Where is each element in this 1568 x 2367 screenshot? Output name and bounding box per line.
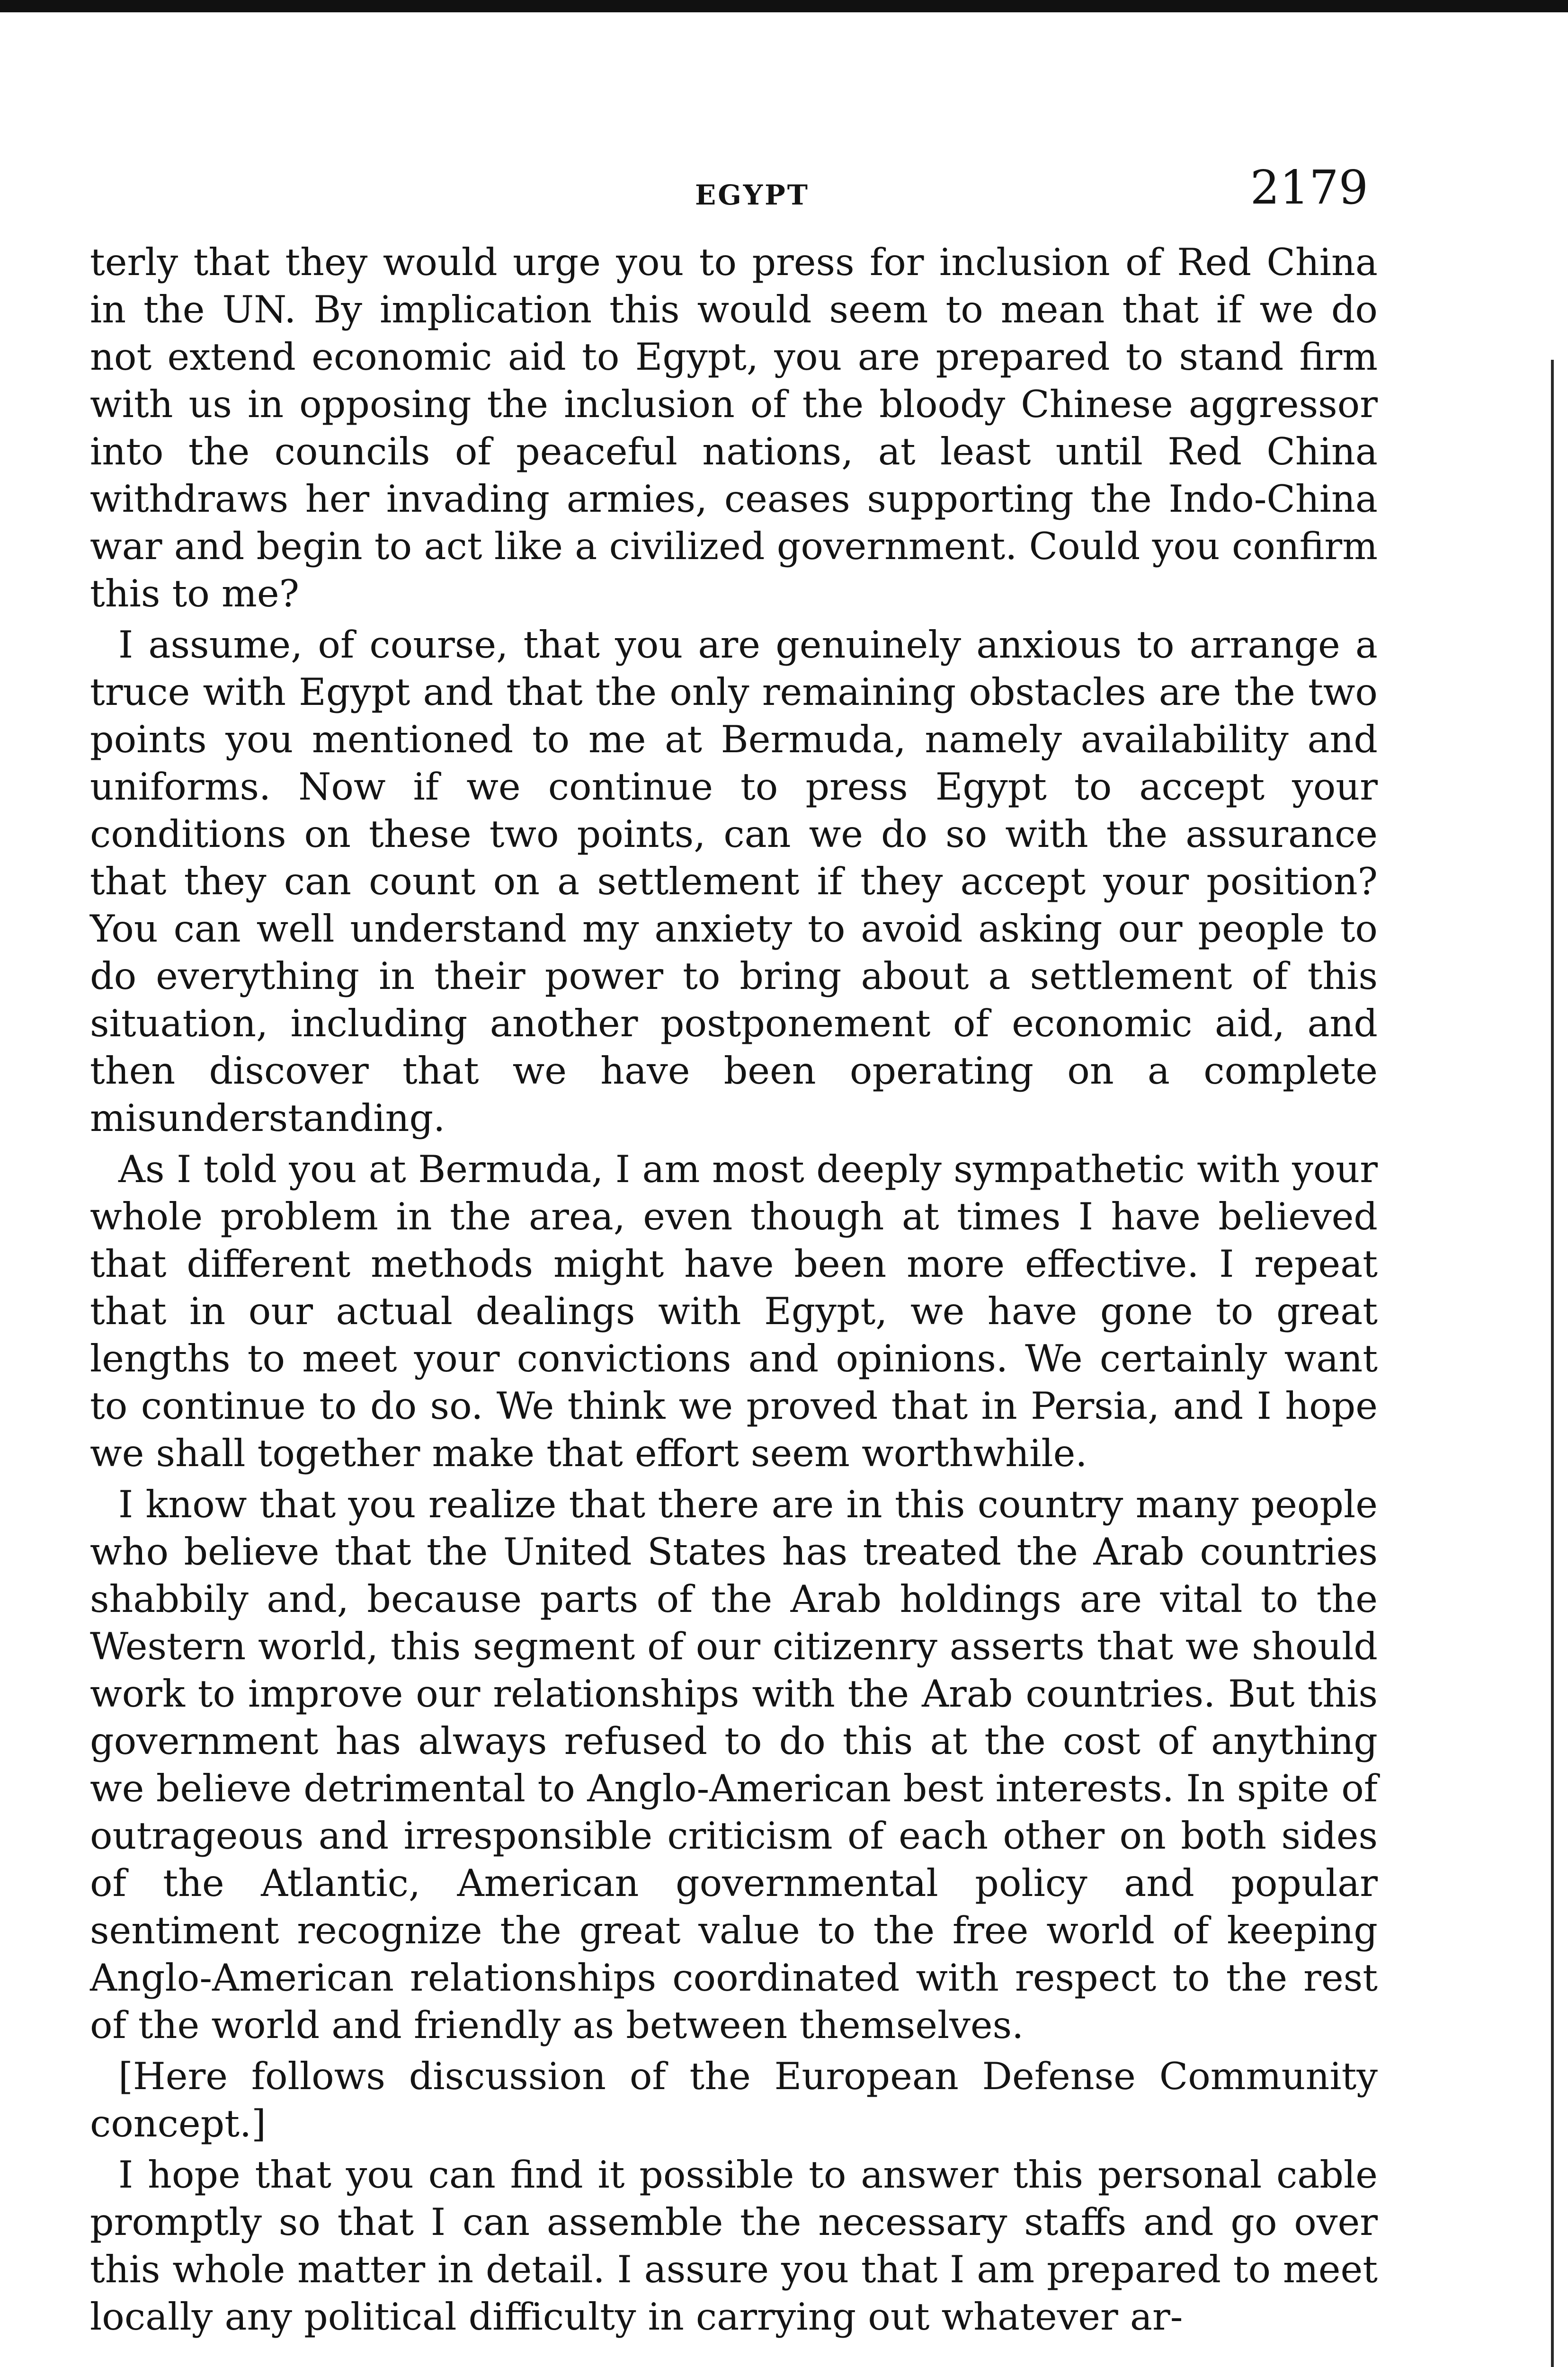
body-text	[90, 239, 1378, 2344]
page-number: 2179	[1250, 161, 1368, 215]
paragraph: I hope that you can find it possible to answer this personal cable promptly so that I can assemble the necessary staffs and go over this whole matter in detail. I assure you that I am prepared to meet locally any political difficulty in carrying out whatever ar-	[90, 2153, 1378, 2339]
top-scan-border	[0, 0, 1568, 12]
paragraph-continuation: terly that they would urge you to press for inclusion of Red China in the UN. By implication this would seem to mean that if we do not extend economic aid to Egypt, you are prepared to stand firm with us in opposing the inclusion of the bloody Chinese aggressor into the councils of peaceful nations, at least until Red China withdraws her invading armies, ceases supporting the Indo-China war and begin to act like a civilized government. Could you confirm this to me?	[90, 240, 1378, 615]
running-head: EGYPT	[695, 179, 810, 211]
paragraph: I assume, of course, that you are genuinely anxious to arrange a truce with Egypt and that the only remaining obstacles are the two points you mentioned to me at Bermuda, namely availability and uniforms. Now if we continue to press Egypt to accept your conditions on these two points, can we do so with the assurance that they can count on a settlement if they accept your position? You can well understand my anxiety to avoid asking our people to do everything in their power to bring about a settlement of this situation, including another postponement of economic aid, and then discover that we have been operating on a complete misunderstanding.	[90, 623, 1378, 1140]
page-edge-shadow	[1551, 360, 1554, 2367]
editorial-note: [Here follows discussion of the European Defense Community concept.]	[90, 2055, 1378, 2145]
paragraph: As I told you at Bermuda, I am most deeply sympathetic with your whole problem in the area, even though at times I have believed that different methods might have been more effective. I repeat that in our actual dealings with Egypt, we have gone to great lengths to meet your convictions and opinions. We certainly want to continue to do so. We think we proved that in Persia, and I hope we shall together make that effort seem worthwhile.	[90, 1148, 1378, 1475]
page-header	[0, 161, 1568, 227]
paragraph: I know that you realize that there are in this country many people who believe that the United States has treated the Arab countries shabbily and, because parts of the Arab holdings are vital to the Western world, this segment of our citizenry asserts that we should work to improve our relationships with the Arab countries. But this government has always refused to do this at the cost of anything we believe detrimental to Anglo-American best interests. In spite of outrageous and irresponsible criticism of each other on both sides of the Atlantic, American governmental policy and popular sentiment recognize the great value to the free world of keeping Anglo-American relationships coordinated with respect to the rest of the world and friendly as between themselves.	[90, 1483, 1378, 2047]
